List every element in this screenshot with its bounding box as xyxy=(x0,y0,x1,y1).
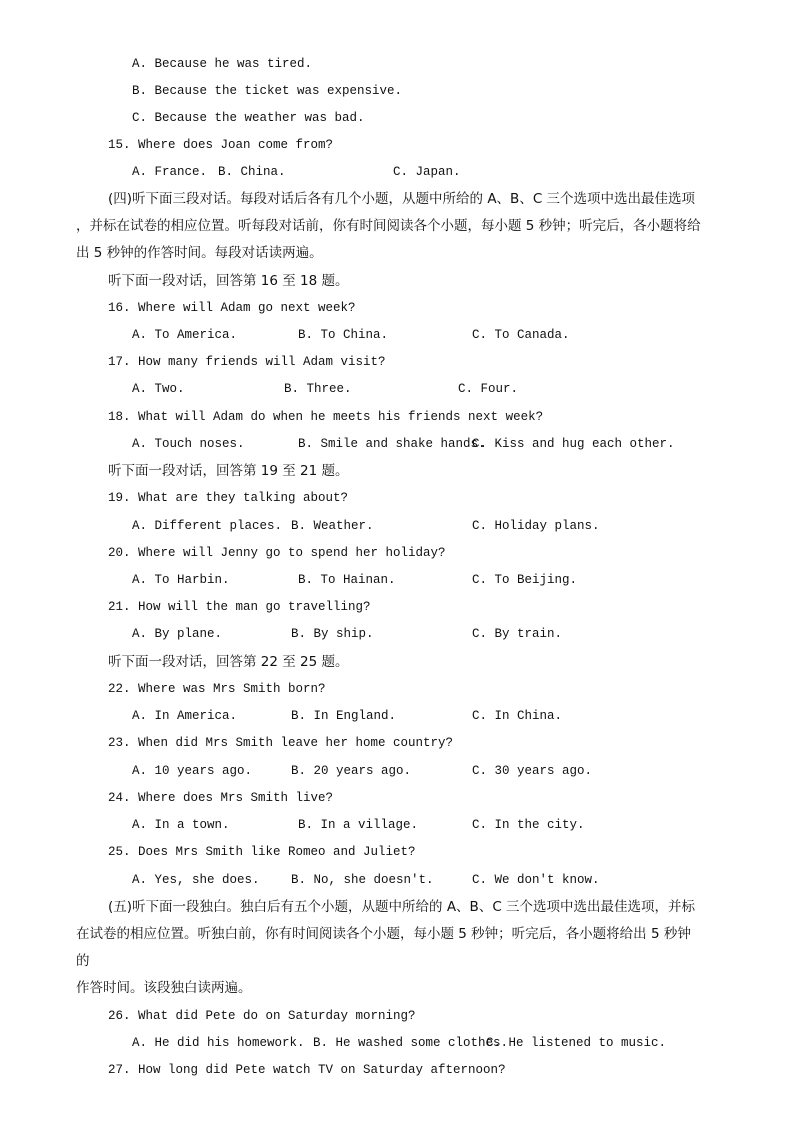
question-20: 20. Where will Jenny go to spend her holiday? xyxy=(108,546,446,560)
options-row-19 xyxy=(0,517,794,535)
option-b: B. Weather. xyxy=(291,519,374,533)
option-a: A. Different places. xyxy=(132,519,283,533)
option-b: B. China. xyxy=(218,165,286,179)
option-a: A. In America. xyxy=(132,709,238,723)
option-c: C. To Canada. xyxy=(472,328,570,342)
option-a: A. 10 years ago. xyxy=(132,764,253,778)
section-4-instruction-line-2: ，并标在试卷的相应位置。听每段对话前，你有时间阅读各个小题，每小题 5 秒钟；听完后，各小题将给 xyxy=(76,218,701,234)
option-c: C. Holiday plans. xyxy=(472,519,600,533)
option-c: C. 30 years ago. xyxy=(472,764,593,778)
option-a: A. Because he was tired. xyxy=(132,57,313,71)
option-a: A. Yes, she does. xyxy=(132,873,260,887)
question-17: 17. How many friends will Adam visit? xyxy=(108,355,386,369)
option-c: C. To Beijing. xyxy=(472,573,578,587)
option-c: C. Kiss and hug each other. xyxy=(472,437,675,451)
option-b: B. He washed some clothes. xyxy=(313,1036,509,1050)
options-row-23 xyxy=(0,762,794,780)
option-b: B. To Hainan. xyxy=(298,573,396,587)
options-row-15 xyxy=(0,163,794,181)
option-a: A. In a town. xyxy=(132,818,230,832)
option-c: C. Japan. xyxy=(393,165,461,179)
option-a: A. To Harbin. xyxy=(132,573,230,587)
section-4-instruction-line-1: (四)听下面三段对话。每段对话后各有几个小题，从题中所给的 A、B、C 三个选项中选出最佳选项 xyxy=(108,191,696,207)
question-24: 24. Where does Mrs Smith live? xyxy=(108,791,334,805)
question-27: 27. How long did Pete watch TV on Saturday afternoon? xyxy=(108,1063,506,1077)
option-b: B. In a village. xyxy=(298,818,419,832)
option-b: B. 20 years ago. xyxy=(291,764,412,778)
option-a: A. Two. xyxy=(132,382,185,396)
option-b: B. Three. xyxy=(284,382,352,396)
question-15: 15. Where does Joan come from? xyxy=(108,138,334,152)
option-b: B. In England. xyxy=(291,709,397,723)
options-row-22 xyxy=(0,707,794,725)
options-row-24 xyxy=(0,816,794,834)
options-row-20 xyxy=(0,571,794,589)
option-c: C. Because the weather was bad. xyxy=(132,111,365,125)
option-c: C. He listened to music. xyxy=(486,1036,667,1050)
option-b: B. No, she doesn't. xyxy=(291,873,434,887)
option-c: C. By train. xyxy=(472,627,563,641)
option-c: C. We don't know. xyxy=(472,873,600,887)
question-21: 21. How will the man go travelling? xyxy=(108,600,371,614)
section-5-instruction-line-4: 作答时间。该段独白读两遍。 xyxy=(76,980,252,996)
question-26: 26. What did Pete do on Saturday morning? xyxy=(108,1009,416,1023)
dialog-3-intro: 听下面一段对话，回答第 22 至 25 题。 xyxy=(108,654,349,670)
section-5-instruction-line-3: 的 xyxy=(76,953,90,969)
options-row-17 xyxy=(0,380,794,398)
option-a: A. Touch noses. xyxy=(132,437,245,451)
options-row-26 xyxy=(0,1034,794,1052)
option-c: C. Four. xyxy=(458,382,519,396)
question-19: 19. What are they talking about? xyxy=(108,491,349,505)
option-c: C. In China. xyxy=(472,709,563,723)
question-16: 16. Where will Adam go next week? xyxy=(108,301,356,315)
dialog-1-intro: 听下面一段对话，回答第 16 至 18 题。 xyxy=(108,273,349,289)
option-a: A. By plane. xyxy=(132,627,223,641)
option-a: A. France. xyxy=(132,165,208,179)
section-4-instruction-line-3: 出 5 秒钟的作答时间。每段对话读两遍。 xyxy=(76,245,323,261)
option-b: B. By ship. xyxy=(291,627,374,641)
option-c: C. In the city. xyxy=(472,818,585,832)
option-b: B. To China. xyxy=(298,328,389,342)
option-a: A. He did his homework. xyxy=(132,1036,305,1050)
section-5-instruction-line-1: (五)听下面一段独白。独白后有五个小题，从题中所给的 A、B、C 三个选项中选出最佳选项，并标 xyxy=(108,899,696,915)
question-23: 23. When did Mrs Smith leave her home country? xyxy=(108,736,454,750)
question-18: 18. What will Adam do when he meets his friends next week? xyxy=(108,410,544,424)
options-row-21 xyxy=(0,625,794,643)
options-row-25 xyxy=(0,871,794,889)
question-25: 25. Does Mrs Smith like Romeo and Juliet? xyxy=(108,845,416,859)
option-b: B. Because the ticket was expensive. xyxy=(132,84,403,98)
options-row-18 xyxy=(0,435,794,453)
section-5-instruction-line-2: 在试卷的相应位置。听独白前，你有时间阅读各个小题，每小题 5 秒钟；听完后，各小题将给出 5 秒钟 xyxy=(76,926,691,942)
option-b: B. Smile and shake hands. xyxy=(298,437,486,451)
question-22: 22. Where was Mrs Smith born? xyxy=(108,682,326,696)
dialog-2-intro: 听下面一段对话，回答第 19 至 21 题。 xyxy=(108,463,349,479)
options-row-16 xyxy=(0,326,794,344)
option-a: A. To America. xyxy=(132,328,238,342)
